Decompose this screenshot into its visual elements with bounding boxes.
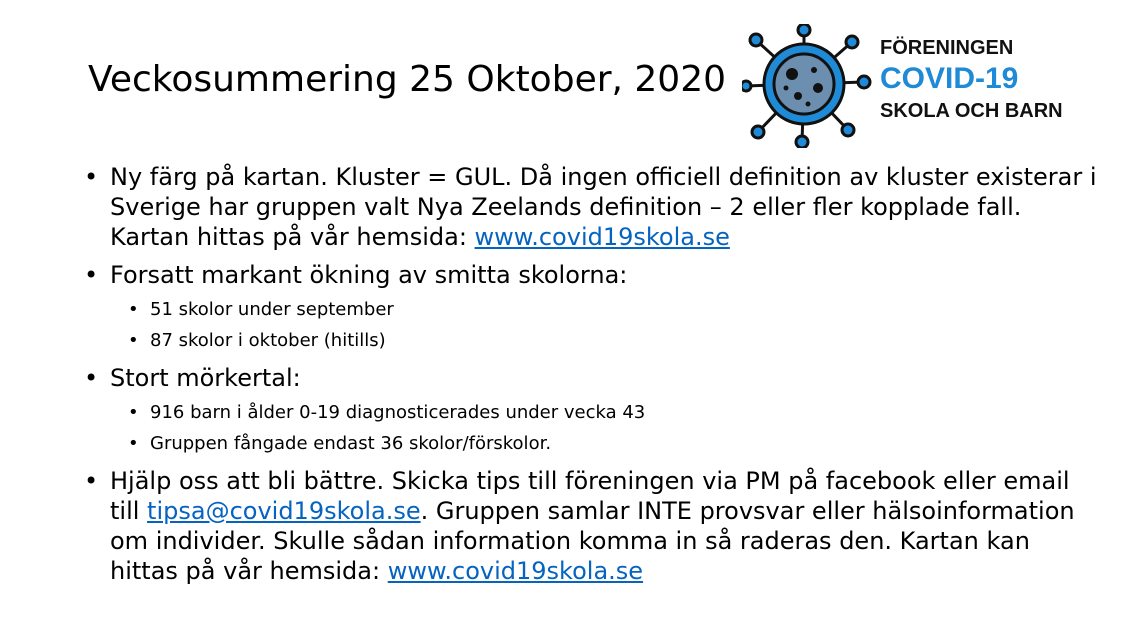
sub-bullet bbox=[128, 432, 1104, 456]
bullet-3-sublist bbox=[128, 401, 1104, 456]
bullet-4-text-after: . Gruppen samlar INTE provsvar eller hälsoinformation om individer. Skulle sådan information komma in så raderas den. Kartan kan hittas på vår hemsida: bbox=[110, 497, 1075, 585]
logo-line-1: FÖRENINGEN bbox=[880, 37, 1014, 59]
bullet-dot: • bbox=[84, 163, 99, 191]
bullet-1-text: Ny färg på kartan. Kluster = GUL. Då ingen officiell definition av kluster existerar i Sverige har gruppen valt Nya Zeelands definition – 2 eller fler kopplade fall. Kartan hittas på vår hemsida: bbox=[110, 163, 1097, 251]
sub-bullet-dot: • bbox=[128, 299, 139, 320]
sub-bullet bbox=[128, 298, 1104, 322]
bullet-3 bbox=[84, 363, 1104, 393]
logo-line-3: SKOLA OCH BARN bbox=[880, 99, 1063, 122]
website-link[interactable]: www.covid19skola.se bbox=[387, 557, 644, 585]
bullet-2 bbox=[84, 260, 1104, 290]
bullet-3-text: Stort mörkertal: bbox=[110, 364, 301, 392]
bullet-list bbox=[84, 162, 1104, 594]
virus-icon bbox=[742, 24, 872, 148]
bullet-dot: • bbox=[84, 261, 99, 289]
bullet-1 bbox=[84, 162, 1104, 252]
logo bbox=[742, 24, 1102, 148]
bullet-dot: • bbox=[84, 364, 99, 392]
sub-bullet-text: 87 skolor i oktober (hitills) bbox=[150, 330, 386, 351]
logo-line-2: COVID-19 bbox=[880, 62, 1019, 95]
sub-bullet-text: 916 barn i ålder 0-19 diagnosticerades under vecka 43 bbox=[150, 402, 646, 423]
sub-bullet-dot: • bbox=[128, 433, 139, 454]
sub-bullet bbox=[128, 329, 1104, 353]
bullet-dot: • bbox=[84, 467, 99, 495]
bullet-4-text-before: Hjälp oss att bli bättre. Skicka tips till föreningen via PM på facebook eller email till bbox=[110, 467, 1070, 525]
logo-text bbox=[880, 38, 1100, 121]
bullet-4 bbox=[84, 466, 1104, 586]
sub-bullet-dot: • bbox=[128, 402, 139, 423]
sub-bullet-text: 51 skolor under september bbox=[150, 299, 394, 320]
website-link[interactable]: www.covid19skola.se bbox=[474, 223, 730, 251]
bullet-2-sublist bbox=[128, 298, 1104, 353]
sub-bullet-text: Gruppen fångade endast 36 skolor/förskolor. bbox=[150, 433, 552, 454]
sub-bullet-dot: • bbox=[128, 330, 139, 351]
sub-bullet bbox=[128, 401, 1104, 425]
email-link[interactable]: tipsa@covid19skola.se bbox=[147, 497, 421, 525]
bullet-2-text: Forsatt markant ökning av smitta skolorna: bbox=[110, 261, 628, 289]
slide-title: Veckosummering 25 Oktober, 2020 bbox=[88, 59, 727, 100]
